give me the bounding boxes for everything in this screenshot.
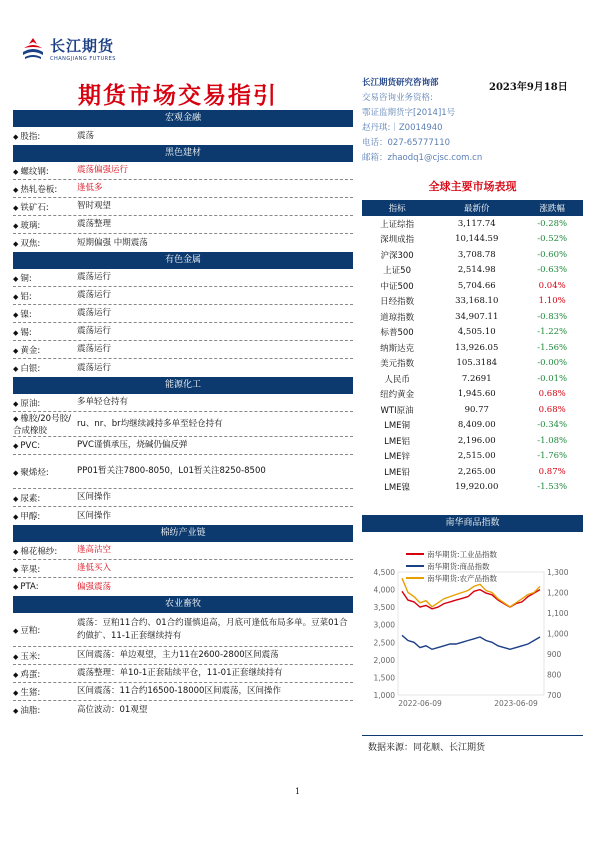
commodity-label: ◆ 玉米: [13,650,77,662]
commodity-label: ◆ PVC: [13,441,77,451]
market-row [362,216,583,232]
guidance-row [13,542,353,560]
market-row [362,294,583,310]
market-price: 33,168.10 [455,296,499,307]
guidance-row [13,701,353,719]
commodity-label: ◆ 豆粕: [13,624,77,636]
guidance-value: 区间震荡：单边观望，主力11在2600-2800区间震荡 [77,650,279,660]
guidance-row [13,180,353,198]
market-price: 13,926.05 [455,342,499,353]
guidance-row [13,287,353,305]
commodity-label: ◆ 铜: [13,272,77,284]
market-change: 1.10% [538,296,566,307]
market-change: -0.34% [537,420,568,431]
y-left-tick-label: 4,000 [373,585,395,595]
logo-cn-text: 长江期货 [50,37,115,55]
guidance-row [13,665,353,683]
guidance-value: 区间操作 [77,492,112,502]
commodity-label: ◆ 棉花棉纱: [13,545,77,557]
page-number: 1 [295,787,301,796]
guidance-row [13,412,353,437]
phone: 电话：027-65777110 [362,138,451,148]
market-name: LME铝 [384,436,411,447]
y-left-tick-label: 3,500 [373,603,395,613]
market-price: 2,515.00 [457,451,496,462]
commodity-label: ◆ 镍: [13,308,77,320]
market-change: -0.00% [537,358,568,369]
market-row [362,309,583,325]
legend-label: 南华期货:农产品指数 [427,574,498,583]
market-price: 3,708.78 [457,249,496,260]
guidance-row [13,127,353,145]
legend-label: 南华期货:工业品指数 [427,550,498,559]
market-name: 日经指数 [380,297,415,308]
market-name: 上证50 [383,266,411,277]
email[interactable]: 邮箱：zhaodq1@cjsc.com.cn [362,153,483,163]
section-head: 棉纺产业链 [13,525,353,542]
guidance-value: 震荡运行 [77,362,112,373]
market-price: 7.2691 [461,373,492,384]
guidance-value: 震荡整理：单10-1正套陆续平仓，11-01正套继续持有 [77,668,283,678]
series-line [402,635,540,649]
commodity-label: ◆ 铁矿石: [13,201,77,213]
dept-qual-code: 鄂证监期货字[2014]1号 [362,108,456,118]
market-change: -1.22% [537,327,568,338]
y-left-tick-label: 2,000 [373,655,395,665]
guidance-value: 短期偏强 中期震荡 [77,237,148,248]
guidance-row [13,323,353,341]
market-change: -1.53% [537,482,568,493]
market-name: 人民币 [384,374,410,385]
commodity-label: ◆ 橡胶/20号胶/合成橡胶 [13,412,77,436]
guidance-value: 区间震荡：11合约16500-18000区间震荡，区间操作 [77,686,281,696]
guidance-value: 智时观望 [77,201,112,211]
guidance-value: 震荡运行 [77,290,112,300]
guidance-value: 震荡运行 [77,272,112,282]
guidance-row [13,162,353,180]
guidance-value: 震荡运行 [77,344,112,354]
guidance-row [13,234,353,252]
guidance-row [13,578,353,596]
nanhua-index-chart [362,540,583,730]
guidance-row [13,269,353,287]
guidance-value: 区间操作 [77,510,112,521]
market-price: 19,920.00 [455,482,499,493]
market-change: 0.68% [538,389,566,400]
dept-name: 长江期货研究咨询部 [362,78,439,88]
commodity-label: ◆ 鸡蛋: [13,668,77,680]
data-source: 数据来源：同花顺、长江期货 [368,743,486,753]
guidance-row [13,683,353,701]
market-row [362,325,583,341]
guidance-row [13,216,353,234]
guidance-row [13,489,353,507]
series-line [402,590,540,609]
market-header-cell: 最新价 [432,200,521,216]
market-change: -1.76% [537,451,568,462]
guidance-value: PVC谨慎承压，烧碱仍偏反弹 [77,440,188,450]
y-left-tick-label: 1,000 [373,691,395,700]
commodity-label: ◆ 铝: [13,290,77,302]
section-head: 黑色建材 [13,145,353,162]
dept-qual: 交易咨询业务资格: [362,93,433,103]
logo-en-text: CHANGJIANG FUTURES [50,56,116,62]
market-name: LME铅 [384,467,411,478]
guidance-row [13,437,353,455]
section-head: 能源化工 [13,377,353,394]
guidance-row [13,394,353,412]
market-change: -0.83% [537,311,568,322]
commodity-label: ◆ 生猪: [13,686,77,698]
commodity-label: ◆ 黄金: [13,344,77,356]
market-price: 4,505.10 [457,327,496,338]
guidance-value: 多单轻仓持有 [77,397,129,407]
commodity-label: ◆ 锡: [13,326,77,338]
guidance-row [13,198,353,216]
market-name: 沪深300 [380,250,414,261]
guidance-value: 震荡：豆粕11合约、01合约谨慎追高，月底可逢低布局多单。豆菜01合约做扩、11-1正套继续持有 [77,617,348,641]
commodity-label: ◆ 热轧卷板: [13,183,77,195]
y-left-tick-label: 3,000 [373,620,395,630]
market-change: -1.56% [537,342,568,353]
market-price: 1,945.60 [457,389,496,400]
market-row [362,263,583,279]
y-right-tick-label: 700 [547,691,562,700]
market-name: 纳斯达克 [380,343,415,354]
market-row [362,402,583,418]
y-right-tick-label: 1,200 [547,588,569,598]
market-header-cell: 涨跌幅 [521,200,583,216]
market-change: 0.68% [538,404,566,415]
market-change: -1.08% [537,435,568,446]
market-price: 2,196.00 [457,435,496,446]
market-name: LME镍 [384,483,411,494]
guidance-value: 逢低买入 [77,563,112,573]
market-name: 美元指数 [380,359,415,370]
commodity-label: ◆ 尿素: [13,492,77,504]
market-row [362,247,583,263]
guidance-row [13,613,353,647]
guidance-value: 逢高沽空 [77,545,112,555]
market-name: LME锌 [384,452,411,463]
market-price: 105.3184 [456,358,498,369]
market-change: -0.52% [537,234,568,245]
y-left-tick-label: 2,500 [373,638,395,648]
market-price: 3,117.74 [457,218,496,229]
market-row [362,418,583,434]
x-tick-label: 2022-06-09 [398,699,442,708]
guidance-row [13,341,353,359]
market-row [362,464,583,480]
section-head: 有色金属 [13,252,353,269]
market-name: 上证综指 [380,219,415,230]
report-date: 2023年9月18日 [489,82,568,93]
market-row [362,433,583,449]
guidance-row [13,560,353,578]
market-name: LME铜 [384,421,411,432]
market-name: 道琼指数 [380,312,415,323]
commodity-label: ◆ 油脂: [13,704,77,716]
guidance-row [13,507,353,525]
market-price: 2,265.00 [457,466,496,477]
market-price: 2,514.98 [457,265,496,276]
market-table [362,200,583,495]
market-change: 0.04% [538,280,566,291]
commodity-label: ◆ 双焦: [13,237,77,249]
market-price: 5,704.66 [457,280,496,291]
y-right-tick-label: 1,300 [547,568,569,577]
market-change: -0.60% [537,249,568,260]
market-price: 10,144.59 [455,234,499,245]
x-tick-label: 2023-06-09 [494,699,538,708]
market-row [362,340,583,356]
market-title: 全球主要市场表现 [428,180,517,193]
market-row [362,449,583,465]
market-change: -0.28% [537,218,568,229]
y-left-tick-label: 4,500 [373,568,395,577]
commodity-label: ◆ PTA: [13,582,77,592]
y-right-tick-label: 1,100 [547,609,569,618]
guidance-panel [13,110,353,719]
commodity-label: ◆ 聚烯烃: [13,466,77,478]
y-right-tick-label: 900 [547,650,562,659]
commodity-label: ◆ 原油: [13,397,77,409]
market-row [362,480,583,496]
guidance-value: 偏强震荡 [77,581,112,592]
y-left-tick-label: 1,500 [373,673,395,683]
commodity-label: ◆ 螺纹钢: [13,165,77,177]
section-head: 农业畜牧 [13,596,353,613]
guidance-row [13,359,353,377]
commodity-label: ◆ 白银: [13,362,77,374]
plot-frame [398,572,544,695]
market-change: 0.87% [538,466,566,477]
y-right-tick-label: 800 [547,670,562,680]
logo-mark-icon [20,36,46,62]
market-change: -0.01% [537,373,568,384]
commodity-label: ◆ 股指: [13,130,77,142]
section-head: 宏观金融 [13,110,353,127]
market-row [362,371,583,387]
market-row [362,387,583,403]
y-right-tick-label: 1,000 [547,629,569,639]
index-head: 南华商品指数 [362,515,583,532]
market-name: 标普500 [380,328,414,339]
market-name: 中证500 [380,281,414,292]
commodity-label: ◆ 苹果: [13,563,77,575]
market-row [362,356,583,372]
commodity-label: ◆ 玻璃: [13,219,77,231]
market-name: 纽约黄金 [380,390,415,401]
guidance-value: 震荡运行 [77,326,112,336]
guidance-row [13,305,353,323]
guidance-value: PP01暂关注7800-8050，L01暂关注8250-8500 [77,466,266,476]
market-name: WTI原油 [380,405,414,416]
legend-label: 南华期货:商品指数 [427,562,490,571]
market-price: 90.77 [464,404,489,415]
guidance-row [13,455,353,489]
market-row [362,278,583,294]
guidance-value: 高位波动：01观望 [77,704,148,715]
guidance-row [13,647,353,665]
source-divider [362,735,583,736]
market-change: -0.63% [537,265,568,276]
guidance-value: ru、nr、br均继续减持多单至轻仓持有 [77,418,223,429]
guidance-value: 震荡 [77,130,95,141]
market-price: 8,409.00 [457,420,496,431]
market-row [362,232,583,248]
commodity-label: ◆ 甲醇: [13,510,77,522]
market-header-cell: 指标 [362,200,432,216]
analyst: 赵丹琪:｜Z0014940 [362,123,443,133]
guidance-value: 逢低多 [77,183,103,193]
guidance-value: 震荡运行 [77,308,112,318]
company-logo [20,35,116,62]
guidance-value: 震荡偏强运行 [77,165,129,175]
market-name: 深圳成指 [380,235,415,246]
market-price: 34,907.11 [455,311,499,322]
guidance-value: 震荡整理 [77,219,112,229]
document-title: 期货市场交易指引 [78,83,278,109]
